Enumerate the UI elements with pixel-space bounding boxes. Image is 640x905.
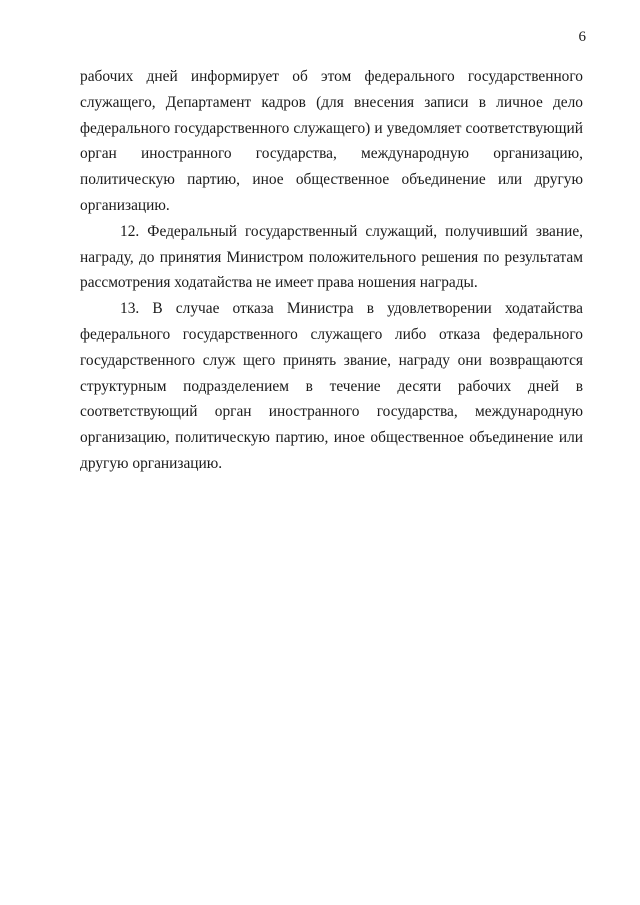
text-line: рассмотрения ходатайства не имеет права ношения награды.: [80, 274, 478, 292]
text-line: структурным подразделением в течение десяти рабочих дней в: [80, 377, 583, 395]
text-line: политическую партию, иное общественное объединение или другую: [80, 171, 583, 189]
text-line: организацию.: [80, 196, 170, 214]
text-line: рабочих дней информирует об этом федерального государственного: [80, 68, 583, 85]
document-body: [80, 64, 583, 477]
paragraph-continuation: [80, 64, 583, 219]
text-line: награду, до принятия Министром положительного решения по результатам: [80, 248, 583, 266]
page-number: 6: [578, 29, 586, 45]
paragraph-13: [80, 296, 583, 477]
text-line: организацию, политическую партию, иное общественное объединение или: [80, 429, 583, 447]
text-line: 13. В случае отказа Министра в удовлетворении ходатайства: [120, 300, 583, 318]
text-line: соответствующий орган иностранного государства, международную: [80, 403, 583, 421]
text-line: орган иностранного государства, международную организацию,: [80, 145, 583, 163]
text-line: служащего, Департамент кадров (для внесения записи в личное дело: [80, 93, 583, 111]
text-line: федерального государственного служащего либо отказа федерального: [80, 325, 583, 343]
paragraph-12: [80, 219, 583, 296]
text-line: федерального государственного служащего) и уведомляет соответствующий: [80, 119, 583, 137]
text-line: другую организацию.: [80, 454, 223, 472]
text-line: 12. Федеральный государственный служащий, получивший звание,: [120, 222, 583, 240]
text-line: государственного служ щего принять звание, награду они возвращаются: [80, 351, 583, 369]
